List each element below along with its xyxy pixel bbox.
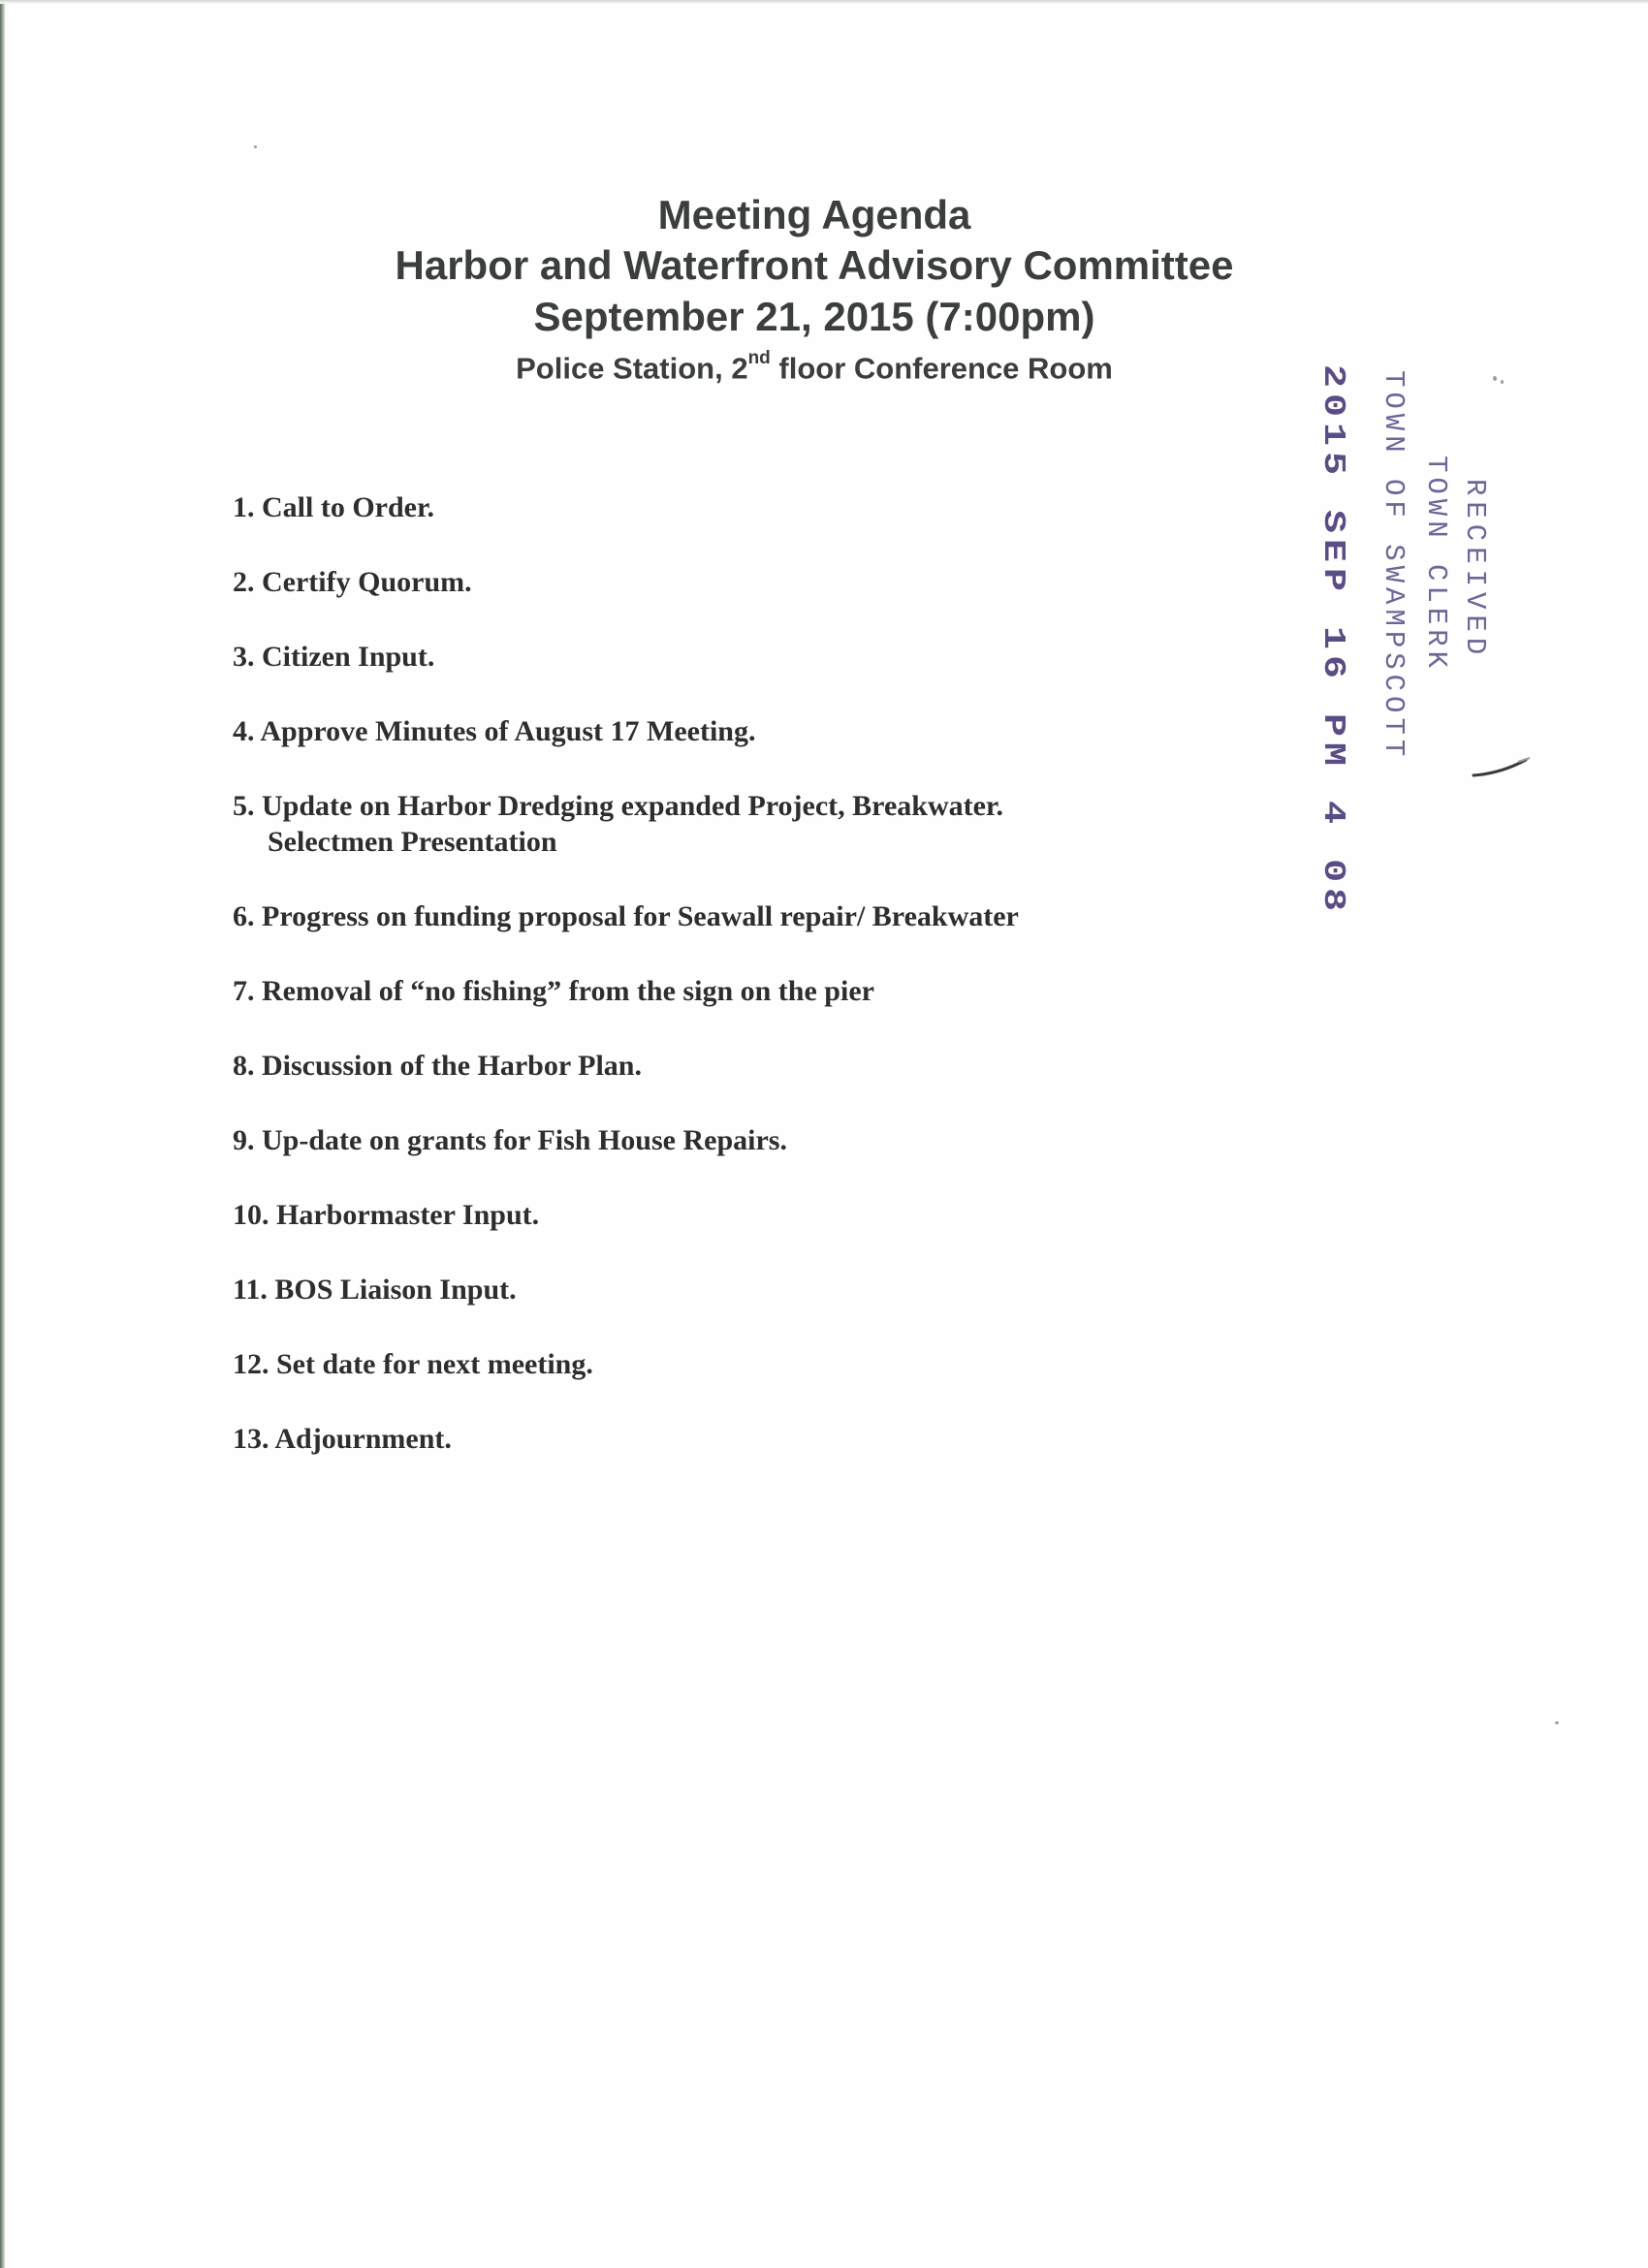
agenda-item-text: BOS Liaison Input. <box>274 1274 517 1306</box>
agenda-item <box>233 1197 1202 1233</box>
agenda-item <box>233 1048 1202 1084</box>
agenda-item <box>233 1272 1202 1307</box>
pen-mark <box>1472 754 1539 783</box>
meeting-location <box>291 343 1338 388</box>
agenda-item-number: 4. <box>233 715 255 747</box>
location-suffix: floor Conference Room <box>770 351 1113 386</box>
meeting-date-time: September 21, 2015 (7:00pm) <box>533 294 1095 339</box>
agenda-item <box>233 1421 1202 1457</box>
agenda-item <box>233 1122 1202 1158</box>
committee-name: Harbor and Waterfront Advisory Committee <box>395 242 1234 288</box>
agenda-item-number: 11. <box>233 1274 268 1306</box>
agenda-item <box>233 973 1202 1009</box>
agenda-item-text: Adjournment. <box>274 1423 452 1455</box>
agenda-item-subtext: Selectmen Presentation <box>268 826 557 858</box>
scan-edge-top <box>0 0 1648 4</box>
agenda-item-text: Citizen Input. <box>262 641 435 673</box>
agenda-item <box>233 788 1202 860</box>
agenda-item-number: 6. <box>233 900 255 932</box>
agenda-item <box>233 639 1202 675</box>
agenda-item <box>233 489 1202 525</box>
received-stamp <box>1289 359 1503 918</box>
agenda-item <box>233 713 1202 749</box>
agenda-item-text: Removal of “no fishing” from the sign on the pier <box>262 975 874 1007</box>
scan-speck <box>1493 376 1497 381</box>
agenda-item-number: 2. <box>233 566 255 598</box>
agenda-item-text: Certify Quorum. <box>262 566 472 598</box>
agenda-item-number: 13. <box>233 1423 269 1455</box>
document-title: Meeting Agenda <box>657 192 971 237</box>
scan-edge-left <box>0 0 5 2268</box>
stamp-date-text: 2015 SEP 16 PM 4 08 <box>1315 364 1349 918</box>
agenda-list <box>233 489 1202 1496</box>
stamp-clerk-text: TOWN CLERK <box>1420 456 1452 674</box>
agenda-item-text: Call to Order. <box>262 491 435 523</box>
agenda-item-text: Progress on funding proposal for Seawall repair/ Breakwater <box>262 900 1019 932</box>
agenda-item <box>233 564 1202 600</box>
agenda-item-number: 5. <box>233 790 255 822</box>
agenda-item-number: 8. <box>233 1050 255 1082</box>
agenda-item-number: 9. <box>233 1124 255 1156</box>
stamp-town-text: TOWN OF SWAMPSCOTT <box>1378 370 1410 762</box>
agenda-item <box>233 898 1202 934</box>
agenda-item-text: Approve Minutes of August 17 Meeting. <box>260 715 756 747</box>
agenda-item-number: 12. <box>233 1348 269 1380</box>
agenda-item-text: Harbormaster Input. <box>276 1199 540 1231</box>
agenda-item <box>233 1346 1202 1382</box>
agenda-item-number: 3. <box>233 641 255 673</box>
scan-speck <box>254 145 257 148</box>
location-superscript: nd <box>747 348 771 368</box>
agenda-item-text: Set date for next meeting. <box>276 1348 593 1380</box>
agenda-item-number: 7. <box>233 975 255 1007</box>
stamp-received-text: RECEIVED <box>1459 479 1491 661</box>
agenda-header <box>291 190 1338 388</box>
scan-speck <box>1501 380 1504 384</box>
agenda-item-text: Discussion of the Harbor Plan. <box>262 1050 642 1082</box>
scan-speck <box>1555 1721 1559 1724</box>
agenda-item-number: 10. <box>233 1199 269 1231</box>
agenda-item-number: 1. <box>233 491 255 523</box>
agenda-item-text: Update on Harbor Dredging expanded Project, Breakwater. <box>262 790 1003 822</box>
location-prefix: Police Station, 2 <box>516 351 748 386</box>
agenda-item-text: Up-date on grants for Fish House Repairs. <box>262 1124 787 1156</box>
